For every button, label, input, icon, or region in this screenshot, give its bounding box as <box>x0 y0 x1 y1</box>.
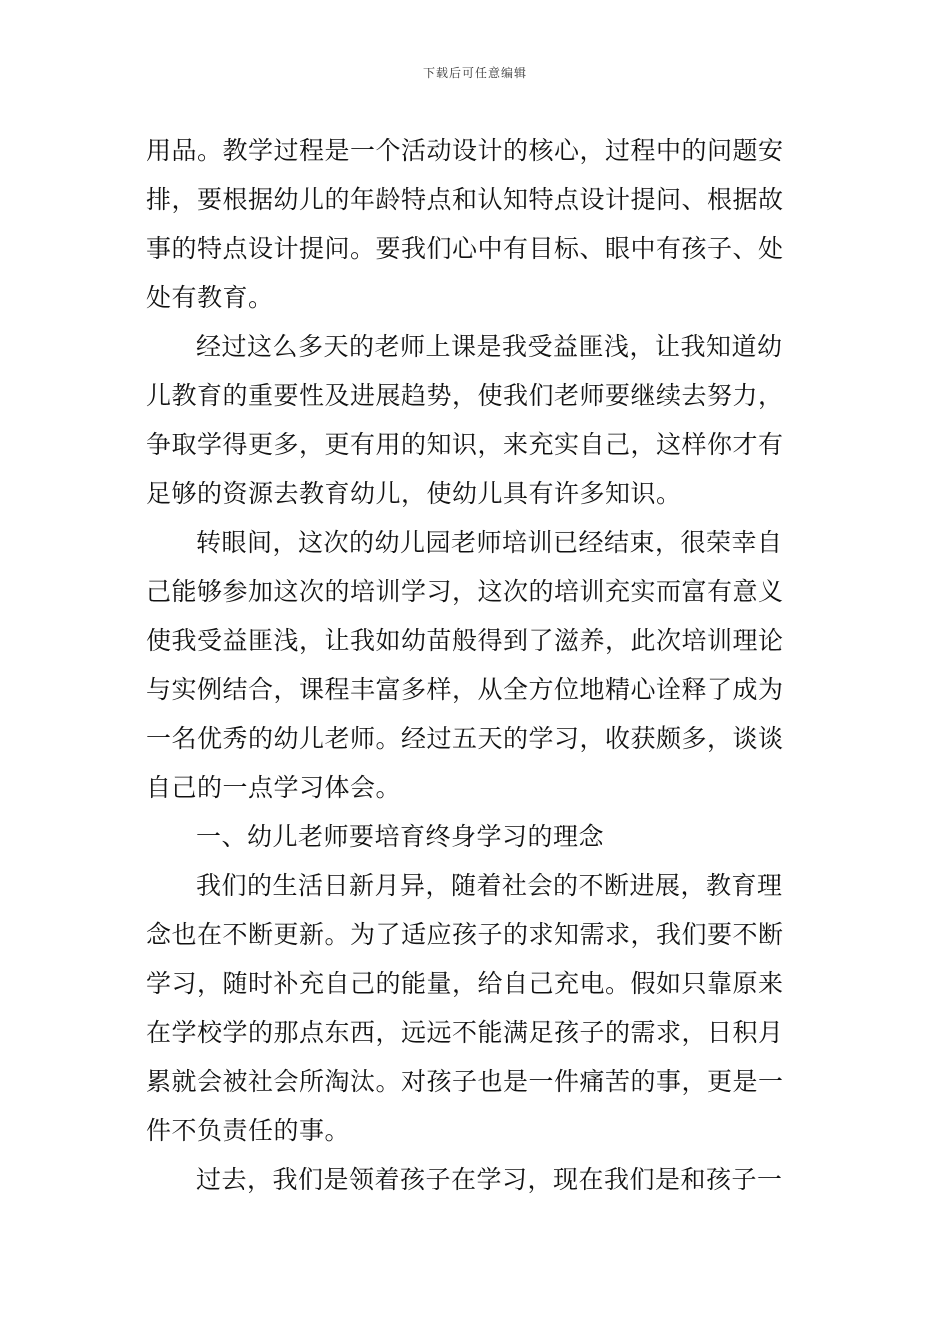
text-line: 我们的生活日新月异，随着社会的不断进展，教育理 <box>196 871 783 900</box>
text-line: 足够的资源去教育幼儿，使幼儿具有许多知识。 <box>146 479 682 508</box>
text-line: 经过这么多天的老师上课是我受益匪浅，让我知道幼 <box>196 332 783 361</box>
section-heading: 一、幼儿老师要培育终身学习的理念 <box>196 822 605 851</box>
text-line: 与实例结合，课程丰富多样，从全方位地精心诠释了成为 <box>146 675 784 704</box>
text-line: 件不负责任的事。 <box>146 1116 351 1145</box>
text-line: 在学校学的那点东西，远远不能满足孩子的需求，日积月 <box>146 1018 784 1047</box>
text-line: 学习，随时补充自己的能量，给自己充电。假如只靠原来 <box>146 969 784 998</box>
text-line: 使我受益匪浅，让我如幼苗般得到了滋养，此次培训理论 <box>146 626 784 655</box>
text-line: 累就会被社会所淘汰。对孩子也是一件痛苦的事，更是一 <box>146 1067 784 1096</box>
text-line: 争取学得更多，更有用的知识，来充实自己，这样你才有 <box>146 430 784 459</box>
text-line: 自己的一点学习体会。 <box>146 773 402 802</box>
text-line: 一名优秀的幼儿老师。经过五天的学习，收获颇多，谈谈 <box>146 724 784 753</box>
text-line: 儿教育的重要性及进展趋势，使我们老师要继续去努力， <box>146 381 784 410</box>
text-line: 过去，我们是领着孩子在学习，现在我们是和孩子一 <box>196 1165 783 1194</box>
page-header-note: 下载后可任意编辑 <box>422 66 527 80</box>
text-line: 用品。教学过程是一个活动设计的核心，过程中的问题安 <box>146 136 784 165</box>
text-line: 处有教育。 <box>146 283 274 312</box>
text-line: 转眼间，这次的幼儿园老师培训已经结束，很荣幸自 <box>196 528 783 557</box>
text-line: 事的特点设计提问。要我们心中有目标、眼中有孩子、处 <box>146 234 784 263</box>
text-line: 己能够参加这次的培训学习，这次的培训充实而富有意义 <box>146 577 784 606</box>
text-line: 念也在不断更新。为了适应孩子的求知需求，我们要不断 <box>146 920 784 949</box>
document-body <box>146 126 806 1204</box>
text-line: 排，要根据幼儿的年龄特点和认知特点设计提问、根据故 <box>146 185 784 214</box>
